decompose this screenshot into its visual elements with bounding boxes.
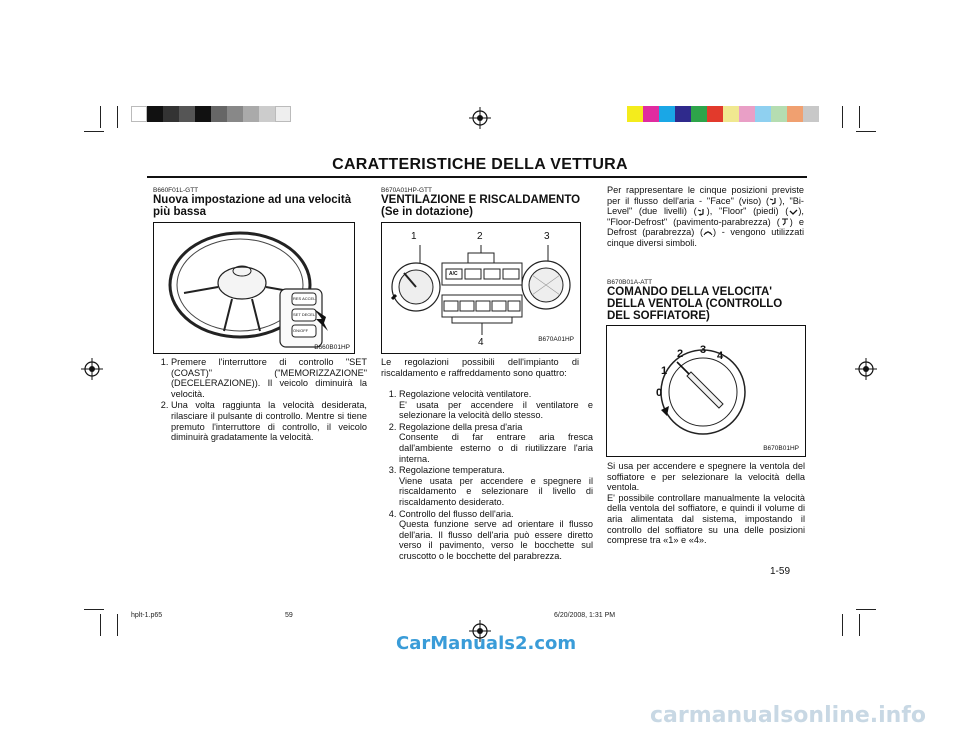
climate-controls-list [385,389,593,563]
section-code: B670A01HP-GTT [381,187,432,194]
switch-label-set: SET DECEL [293,312,316,317]
callout-2: 2 [477,231,483,242]
grayscale-bar [131,106,291,122]
color-bar [627,106,819,122]
blower-section-header [607,279,807,322]
item-text: Viene usata per accendere e spegnere il riscaldamento e selezionare il livello di riscaldamento desiderato. [399,475,593,507]
section-code: B660F01L-GTT [153,187,199,194]
list-item [399,465,593,507]
dial-number-1: 1 [661,365,668,377]
watermark-carmanualsonline[interactable]: carmanualsonline.info [650,703,926,728]
list-item [399,389,593,421]
item-text: E' usata per accendere il ventilatore e selezionare la velocità dello stesso. [399,399,593,421]
list-item [399,509,593,562]
climate-intro: Le regolazioni possibili dell'impianto di riscaldamento e raffreddamento sono quattro: [381,357,579,378]
blower-body-text: Si usa per accendere e spegnere la ventola del soffiatore e per selezionare la velocità della ventola. E' possibile controllare manualmente la velocità della ventola del soffiatore, e quindi il volume di aria alimentata dal sistema, impostando il controllo del soffiatore su una delle posizioni comprese tra «1» e «4». [607,461,805,546]
floor-mode-icon [788,208,798,216]
modes-text-2: ), "Bi-Level" (due livelli) ( [607,195,804,217]
blower-dial-figure [606,325,806,457]
item-title: Controllo del flusso dell'aria. [399,508,514,519]
steering-wheel-figure [153,222,355,354]
item-text: Consente di far entrare aria fresca dall'ambiente esterno o di riutilizzare l'aria interna. [399,432,593,464]
callout-4: 4 [478,337,484,348]
section-heading: Nuova impostazione ad una velocità più bassa [153,194,352,218]
climate-control-figure [381,222,581,354]
switch-label-onoff: ON/OFF [293,328,309,333]
callout-3: 3 [544,231,550,242]
dial-number-0: 0 [656,387,663,399]
figure-label: B660B01HP [314,344,350,351]
watermark-carmanuals2[interactable]: CarManuals2.com [396,633,577,654]
bi-level-mode-icon [697,208,707,216]
footer-file: hplt-1.p65 [131,612,163,619]
column-1 [153,187,355,218]
list-item: 1. Premere l'interruttore di controllo "SET (COAST)" ("MEMORIZZAZIONE" (DECELERAZIONE)). Il veicolo diminuirà la velocità. [171,357,367,399]
list-item [399,422,593,464]
figure-label: B670B01HP [763,445,799,452]
footer-page: 59 [285,612,293,619]
modes-text-1: Per rappresentare le cinque posizioni previste per il flusso dell'aria - "Face" (viso) [607,185,804,206]
item-title: Regolazione della presa d'aria [399,421,523,432]
section-code: B670B01A-ATT [607,279,653,286]
item-title: Regolazione velocità ventilatore. [399,389,532,399]
registration-target-icon [469,107,491,129]
section-heading: COMANDO DELLA VELOCITA' DELLA VENTOLA (CONTROLLO DEL SOFFIATORE) [607,286,783,322]
modes-text-3: ), "Floor" (piedi) ( [706,206,789,217]
registration-target-icon [855,358,877,380]
footer-date: 6/20/2008, 1:31 PM [554,612,616,619]
dial-number-2: 2 [677,348,684,360]
climate-panel-illustration [382,223,580,353]
title-rule [147,176,807,178]
item-title: Regolazione temperatura. [399,465,505,476]
column-2 [381,187,581,218]
list-item: 2. Una volta raggiunta la velocità desiderata, rilasciare il pulsante di controllo. Mentre si tiene premuto l'interruttore di controllo, il veicolo diminuirà gradatamente la velocità. [171,400,367,442]
page-number: 1-59 [770,566,791,577]
steps-list [157,357,367,444]
steering-wheel-illustration [154,223,354,353]
registration-target-icon [81,358,103,380]
airflow-modes-text: Per rappresentare le cinque posizioni previste per il flusso dell'aria - "Face" (viso) ( ), "Bi-Level" (due livelli) ( ), "Floor" (piedi) ( ), "Floor-Defrost" (pavimento-parabrezza) ( ) e Defrost (parabrezza) ( ) - vengono utilizzati cinque diversi simboli. [607,185,804,248]
face-mode-icon [769,197,779,205]
dial-number-4: 4 [717,350,724,362]
dial-number-3: 3 [700,344,707,356]
page-title: CARATTERISTICHE DELLA VETTURA [332,156,628,173]
item-text: Questa funzione serve ad orientare il flusso dell'aria. Il flusso dell'aria può essere diretto verso il pavimento, verso le bocchette sul cruscotto o le bocchette del parabrezza. [399,519,593,561]
ac-label: A/C [449,271,458,277]
modes-text-6: ) - vengono utilizzati cinque diversi simboli. [607,227,804,248]
modes-text-5: ) e Defrost (parabrezza) ( [607,216,804,238]
modes-text-4: ), "Floor-Defrost" (pavimento-parabrezza) ( [607,206,804,227]
switch-label-res: RES ACCEL [293,296,316,301]
callout-1: 1 [411,231,417,242]
section-heading: VENTILAZIONE E RISCALDAMENTO (Se in dotazione) [381,194,581,218]
floor-defrost-mode-icon [780,218,790,226]
defrost-mode-icon [703,229,713,237]
figure-label: B670A01HP [538,336,574,343]
